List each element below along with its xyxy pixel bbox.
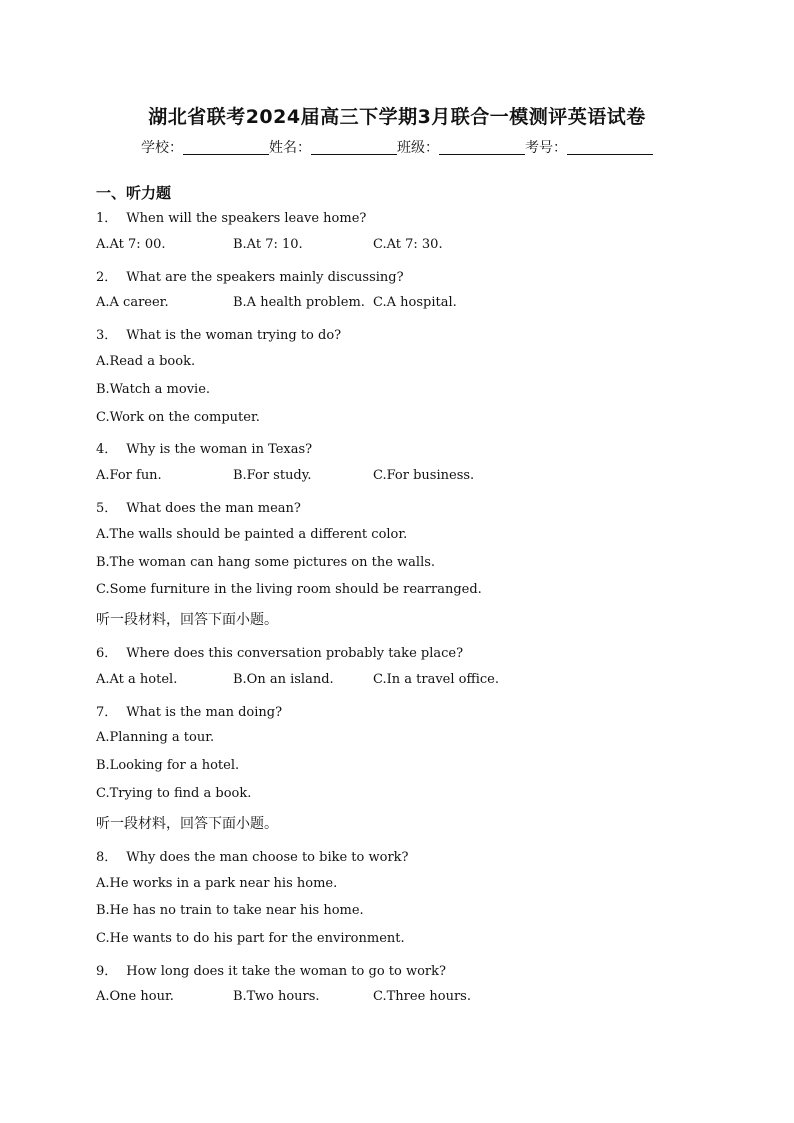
q5-option-c: C.Some furniture in the living room should be rearranged. [96, 582, 482, 597]
question-number: 8． [96, 850, 118, 865]
class-blank[interactable] [439, 140, 525, 155]
q9-option-b: B.Two hours. [233, 989, 320, 1004]
question-number: 1． [96, 211, 118, 226]
q2-option-b: B.A health problem. [233, 295, 365, 310]
question-text: What are the speakers mainly discussing? [126, 270, 404, 285]
q7-option-b: B.Looking for a hotel. [96, 758, 240, 773]
question-number: 2． [96, 270, 118, 285]
question-number: 5． [96, 501, 118, 516]
q3-option-c: C.Work on the computer. [96, 410, 260, 425]
question-text: What does the man mean? [126, 501, 301, 516]
q6-option-c: C.In a travel office. [373, 672, 499, 687]
question-number: 4． [96, 442, 118, 457]
question-9 [96, 960, 446, 979]
question-2 [96, 266, 404, 285]
q9-option-c: C.Three hours. [373, 989, 471, 1004]
q3-option-b: B.Watch a movie. [96, 382, 211, 397]
question-text: How long does it take the woman to go to work? [126, 964, 446, 979]
q4-option-c: C.For business. [373, 468, 475, 483]
question-number: 7． [96, 705, 118, 720]
name-field [269, 137, 397, 157]
q1-option-c: C.At 7: 30. [373, 237, 443, 252]
q4-option-a: A.For fun. [96, 468, 162, 483]
id-blank[interactable] [567, 140, 653, 155]
section-heading: 一、听力题 [96, 184, 172, 202]
q1-option-a: A.At 7: 00. [96, 237, 166, 252]
id-field [525, 137, 653, 157]
q8-option-b: B.He has no train to take near his home. [96, 903, 364, 918]
question-text: Why does the man choose to bike to work? [126, 850, 409, 865]
school-label: 学校： [141, 140, 183, 156]
q7-option-c: C.Trying to find a book. [96, 786, 252, 801]
question-text: When will the speakers leave home? [126, 211, 367, 226]
q5-option-b: B.The woman can hang some pictures on the walls. [96, 555, 436, 570]
q5-option-a: A.The walls should be painted a different color. [96, 527, 408, 542]
q4-option-b: B.For study. [233, 468, 312, 483]
q1-option-b: B.At 7: 10. [233, 237, 303, 252]
name-blank[interactable] [311, 140, 397, 155]
q6-option-b: B.On an island. [233, 672, 334, 687]
q9-option-a: A.One hour. [96, 989, 174, 1004]
question-1 [96, 207, 366, 226]
question-4 [96, 438, 312, 457]
id-label: 考号： [525, 140, 567, 156]
question-text: What is the man doing? [126, 705, 283, 720]
question-3 [96, 324, 341, 343]
class-field [397, 137, 525, 157]
q2-option-a: A.A career. [96, 295, 169, 310]
group-note: 听一段材料，回答下面小题。 [96, 612, 278, 628]
question-number: 6． [96, 646, 118, 661]
question-text: Why is the woman in Texas? [126, 442, 313, 457]
q6-option-a: A.At a hotel. [96, 672, 178, 687]
school-field [141, 137, 269, 157]
name-label: 姓名： [269, 140, 311, 156]
q2-option-c: C.A hospital. [373, 295, 457, 310]
class-label: 班级： [397, 140, 439, 156]
q8-option-c: C.He wants to do his part for the environment. [96, 931, 405, 946]
question-number: 9． [96, 964, 118, 979]
question-5 [96, 497, 301, 516]
question-7 [96, 701, 282, 720]
school-blank[interactable] [183, 140, 269, 155]
question-6 [96, 642, 463, 661]
question-text: What is the woman trying to do? [126, 328, 342, 343]
question-text: Where does this conversation probably take place? [126, 646, 464, 661]
q8-option-a: A.He works in a park near his home. [96, 876, 338, 891]
q3-option-a: A.Read a book. [96, 354, 196, 369]
question-8 [96, 846, 409, 865]
question-number: 3． [96, 328, 118, 343]
group-note: 听一段材料，回答下面小题。 [96, 816, 278, 832]
q7-option-a: A.Planning a tour. [96, 730, 215, 745]
page-title: 湖北省联考2024届高三下学期3月联合一模测评英语试卷 [148, 106, 646, 128]
student-info-line [0, 137, 794, 157]
